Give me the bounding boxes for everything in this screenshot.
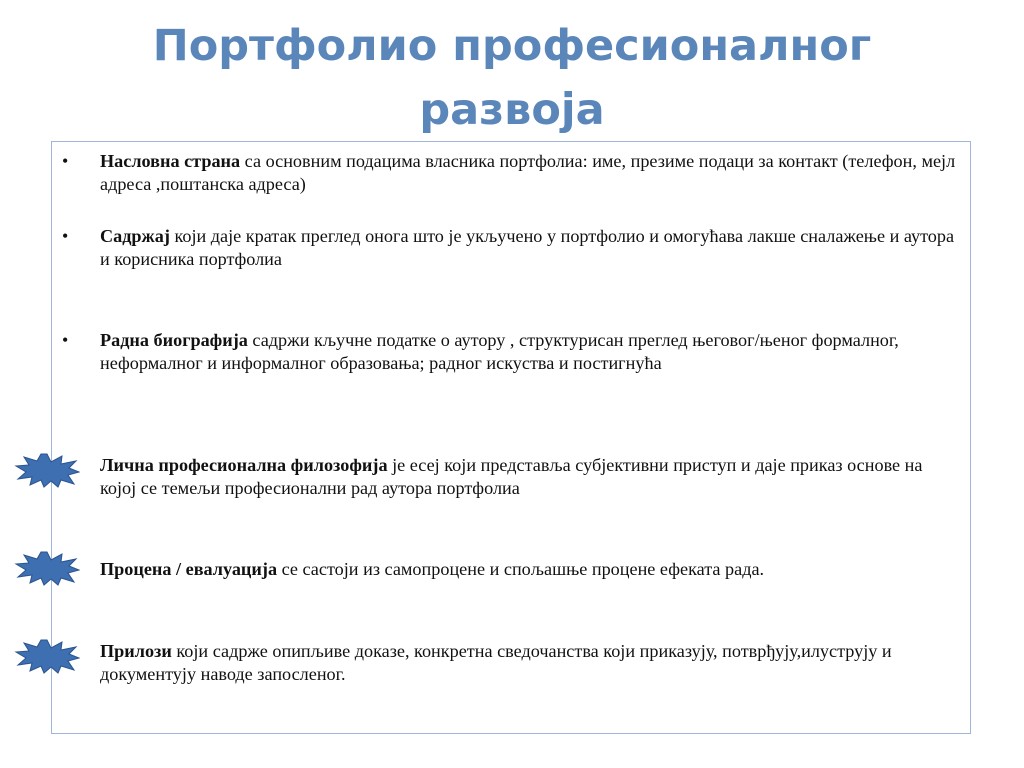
item-text: који садрже опипљиве доказе, конкретна сведочанства који приказују, потврђују,илуструју и документују наводе запосленог. [100,641,892,684]
bullet-icon: • [62,330,69,350]
item-text: који даје кратак преглед онога што је укључено у портфолио и омогућава лакше сналажење и аутора и корисника портфолиа [100,226,955,269]
list-item [100,150,962,196]
bullet-icon: • [62,226,69,246]
item-term: Садржај [100,226,170,246]
item-term: Прилози [100,641,172,661]
item-term: Насловна страна [100,151,241,171]
list-item [100,225,962,271]
list-item [100,454,962,500]
star-burst-shape [14,452,80,488]
bullet-icon: • [62,151,69,171]
star-icon [14,550,80,586]
item-term: Процена / евалуација [100,559,278,579]
list-item [100,640,962,686]
slide-title [0,14,1024,142]
item-text: се састоји из самопроцене и спољашње процене ефеката рада. [277,559,765,579]
item-text: је есеј који представља субјективни приступ и даје приказ основе на којој се темељи професионални рад аутора портфолиа [100,455,923,498]
star-icon [14,638,80,674]
item-text: садржи кључне податке о аутору , структурисан преглед његовог/њеног формалног, неформалног и информалног образовања; радног искуства и постигнућа [100,330,899,373]
item-term: Лична професионална филозофија [100,455,388,475]
list-item [100,558,962,581]
item-term: Радна биографија [100,330,248,350]
item-text: са основним подацима власника портфолиа: име, презиме подаци за контакт (телефон, мејл адреса ,поштанска адреса) [100,151,956,194]
list-item [100,329,962,375]
star-icon [14,452,80,488]
slide-title-line-1: Портфолио професионалног [152,21,872,71]
star-burst-shape [14,638,80,674]
slide-title-line-2: развоја [419,85,605,135]
star-burst-shape [14,550,80,586]
